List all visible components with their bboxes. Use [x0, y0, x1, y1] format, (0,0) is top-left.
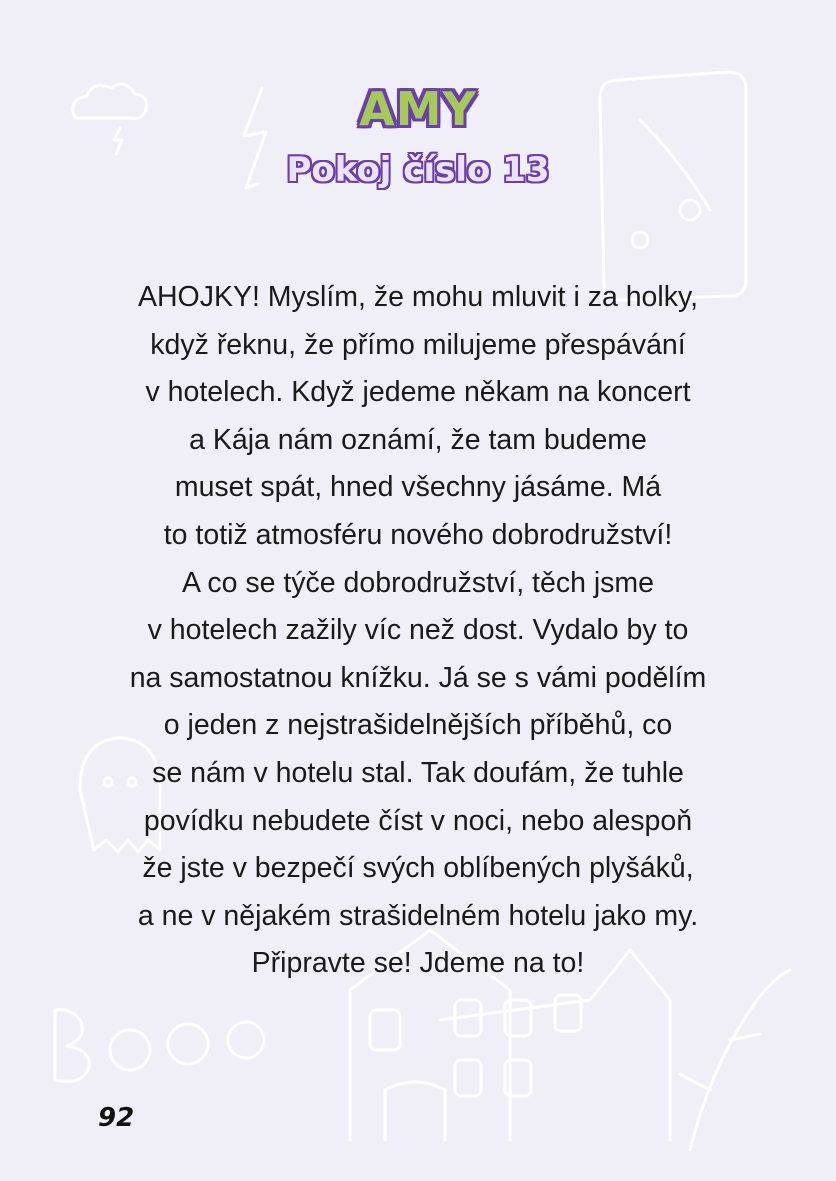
text-line: že jste v bezpečí svých oblíbených plyšáků,	[142, 852, 694, 885]
text-line: když řeknu, že přímo milujeme přespávání	[150, 328, 686, 361]
text-line: v hotelech. Když jedeme někam na koncert	[145, 376, 691, 409]
text-line: Připravte se! Jdeme na to!	[251, 947, 585, 980]
text-line: to totiž atmosféru nového dobrodružství!	[163, 518, 673, 551]
text-line: o jeden z nejstrašidelnějších příběhů, co	[163, 709, 673, 742]
boo-doodle	[55, 1010, 264, 1082]
text-line: AHOJKY! Myslím, že mohu mluvit i za holky,	[137, 281, 699, 313]
page-number: 92	[98, 1103, 135, 1133]
text-line: v hotelech zažily víc než dost. Vydalo by to	[147, 614, 689, 647]
text-line: muset spát, hned všechny jásáme. Má	[174, 471, 662, 504]
text-line: a Kája nám oznámí, že tam budeme	[189, 423, 647, 456]
chapter-title: AMY	[359, 82, 477, 136]
text-line: povídku nebudete číst v noci, nebo alespoň	[143, 804, 693, 837]
chapter-subtitle: Pokoj číslo 13	[286, 150, 550, 190]
text-line: A co se týče dobrodružství, těch jsme	[181, 566, 655, 599]
text-line: na samostatnou knížku. Já se s vámi podělím	[129, 661, 707, 694]
text-line: se nám v hotelu stal. Tak doufám, že tuhle	[152, 756, 684, 789]
text-line: a ne v nějakém strašidelném hotelu jako my.	[137, 899, 699, 932]
story-paragraph	[80, 274, 756, 988]
branch-doodle	[680, 970, 790, 1150]
